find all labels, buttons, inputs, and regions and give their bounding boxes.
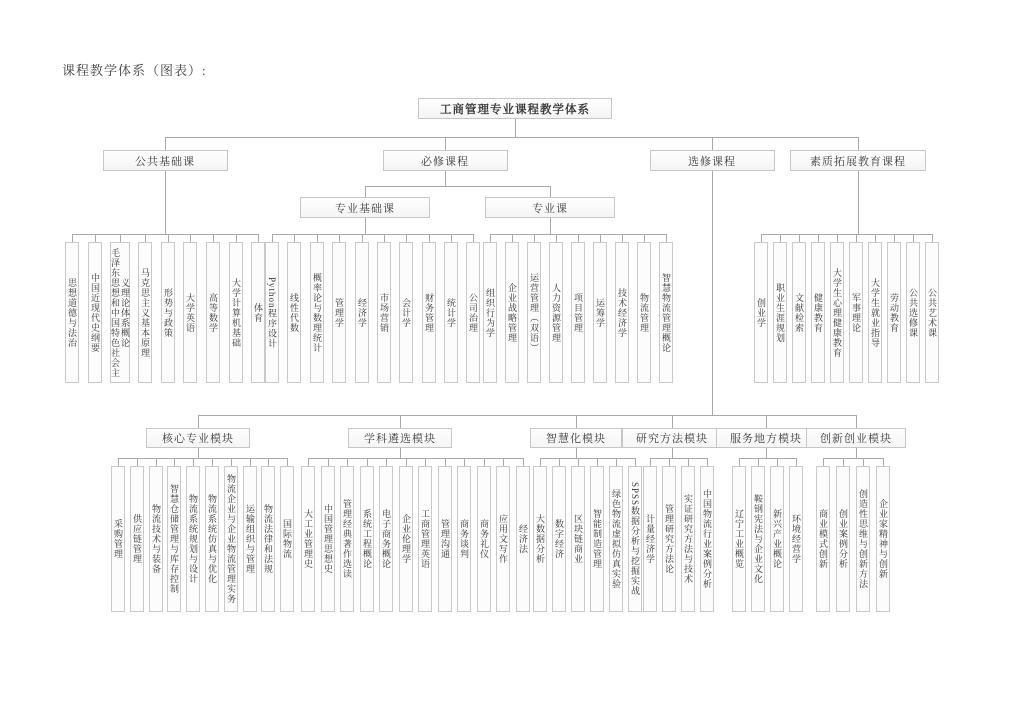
connector-line	[386, 458, 387, 466]
course-label: 劳动教育	[889, 292, 899, 333]
course-label: 经济法	[518, 524, 528, 554]
connector-line	[503, 458, 504, 466]
branch-elective: 选修课程	[650, 150, 775, 171]
connector-line	[72, 234, 258, 235]
course-box	[505, 242, 519, 383]
course-box	[265, 242, 279, 383]
connector-line	[635, 458, 636, 466]
course-box	[830, 242, 844, 383]
course-label: 概率论与数理统计	[312, 272, 322, 353]
connector-line	[578, 458, 579, 466]
course-label: 大学生心理健康教育	[832, 267, 842, 358]
connector-line	[858, 171, 859, 234]
course-label: 大学英语	[185, 292, 195, 333]
module-core: 核心专业模块	[146, 428, 250, 448]
course-label: 形势与政策	[163, 287, 173, 338]
connector-line	[425, 458, 426, 466]
course-box	[186, 466, 200, 612]
connector-line	[400, 448, 401, 458]
course-label: Python程序设计	[267, 276, 277, 349]
course-box	[811, 242, 825, 383]
course-label: 创业案例分析	[838, 509, 848, 569]
course-box	[868, 242, 882, 383]
course-box	[751, 466, 765, 612]
course-box	[88, 242, 102, 383]
course-label: 公共艺术课	[927, 287, 937, 338]
course-label: 国际物流	[282, 519, 292, 559]
course-label: 经济学	[357, 297, 367, 328]
connector-line	[576, 448, 577, 458]
course-box	[399, 242, 413, 383]
course-label: 组织行为学	[485, 287, 495, 338]
course-label: 市场营销	[379, 292, 389, 333]
course-box	[593, 242, 607, 383]
connector-line	[796, 458, 797, 466]
course-label: 公共选修课	[908, 287, 918, 338]
course-box	[206, 242, 220, 383]
course-label: 系统工程概论	[362, 509, 372, 569]
connector-line	[672, 415, 673, 428]
course-label: 环境经营学	[791, 514, 801, 564]
course-label: 供应链管理	[132, 514, 142, 564]
course-box	[438, 466, 452, 612]
connector-line	[258, 234, 259, 242]
connector-line	[294, 234, 295, 242]
course-box	[533, 466, 547, 612]
connector-line	[512, 234, 513, 242]
connector-line	[707, 458, 708, 466]
connector-line	[367, 458, 368, 466]
module-innovation: 创新创业模块	[806, 428, 906, 448]
connector-line	[559, 458, 560, 466]
connector-line	[231, 458, 232, 466]
connector-line	[650, 458, 707, 459]
connector-line	[863, 458, 864, 466]
course-box	[205, 466, 219, 612]
connector-line	[669, 458, 670, 466]
connector-line	[445, 171, 446, 186]
course-box	[138, 242, 152, 383]
course-box	[477, 466, 491, 612]
connector-line	[287, 458, 288, 466]
course-label: 物流企业与企业物流管理实务	[226, 474, 236, 604]
course-label: 中国近现代史纲要	[90, 272, 100, 353]
connector-line	[137, 458, 138, 466]
connector-line	[473, 234, 474, 242]
course-box	[65, 242, 79, 383]
course-label: 线性代数	[289, 292, 299, 333]
course-label: 文献检索	[794, 292, 804, 333]
course-label: 毛泽东思想和中国特色社会主义理论体系概论	[110, 247, 130, 378]
course-label: 物流系统规划与设计	[188, 494, 198, 584]
connector-line	[666, 234, 667, 242]
course-box	[377, 242, 391, 383]
connector-line	[118, 458, 119, 466]
course-box	[418, 466, 432, 612]
connector-line	[556, 234, 557, 242]
module-research: 研究方法模块	[622, 428, 722, 448]
course-box	[789, 466, 803, 612]
course-box	[161, 242, 175, 383]
course-box	[110, 242, 130, 383]
connector-line	[540, 458, 541, 466]
course-box	[399, 466, 413, 612]
connector-line	[712, 137, 713, 150]
connector-line	[622, 234, 623, 242]
connector-line	[145, 234, 146, 242]
connector-line	[550, 186, 551, 197]
connector-line	[406, 234, 407, 242]
connector-line	[272, 234, 273, 242]
course-label: 商务谈判	[459, 519, 469, 559]
connector-line	[616, 458, 617, 466]
course-label: 物流管理	[639, 292, 649, 333]
connector-line	[515, 119, 516, 137]
branch-major: 专业课	[485, 197, 615, 218]
connector-line	[118, 458, 287, 459]
course-box	[552, 466, 566, 612]
connector-line	[894, 234, 895, 242]
course-label: 智慧仓储管理与库存控制	[169, 484, 179, 594]
connector-line	[523, 458, 524, 466]
connector-line	[347, 458, 348, 466]
connector-line	[823, 458, 824, 466]
course-label: 统计学	[446, 297, 456, 328]
course-label: 企业伦理学	[401, 514, 411, 564]
course-label: 高等数学	[208, 292, 218, 333]
course-label: 管理学	[334, 297, 344, 328]
course-label: 计量经济学	[645, 514, 655, 564]
connector-line	[365, 218, 366, 234]
course-box	[183, 242, 197, 383]
connector-line	[365, 186, 366, 197]
course-label: 思想道德与法治	[67, 277, 77, 348]
connector-line	[578, 234, 579, 242]
connector-line	[384, 234, 385, 242]
course-box	[130, 466, 144, 612]
course-box	[301, 466, 315, 612]
connector-line	[799, 234, 800, 242]
connector-line	[777, 458, 778, 466]
connector-line	[913, 234, 914, 242]
connector-line	[451, 234, 452, 242]
course-box	[379, 466, 393, 612]
connector-line	[650, 458, 651, 466]
course-box	[906, 242, 920, 383]
course-box	[849, 242, 863, 383]
connector-line	[464, 458, 465, 466]
course-box	[422, 242, 436, 383]
connector-line	[534, 234, 535, 242]
connector-line	[818, 234, 819, 242]
course-label: 创造性思维与创新方法	[858, 489, 868, 589]
connector-line	[856, 234, 857, 242]
module-smart: 智慧化模块	[530, 428, 622, 448]
course-label: 中国管理思想史	[323, 504, 333, 574]
connector-line	[445, 137, 446, 150]
connector-line	[156, 458, 157, 466]
course-box	[457, 466, 471, 612]
course-box	[571, 466, 585, 612]
connector-line	[198, 415, 199, 428]
connector-line	[174, 458, 175, 466]
connector-line	[190, 234, 191, 242]
course-box	[637, 242, 651, 383]
course-label: 体育	[253, 302, 263, 323]
connector-line	[761, 234, 932, 235]
course-label: 鞍钢宪法与企业文化	[753, 494, 763, 584]
connector-line	[550, 218, 551, 234]
connector-line	[236, 234, 237, 242]
course-box	[571, 242, 585, 383]
course-box	[700, 466, 714, 612]
course-label: 管理沟通	[440, 519, 450, 559]
connector-line	[688, 458, 689, 466]
connector-line	[932, 234, 933, 242]
course-label: 工商管理英语	[420, 509, 430, 569]
course-box	[615, 242, 629, 383]
connector-line	[875, 234, 876, 242]
connector-line	[858, 137, 859, 150]
course-box	[681, 466, 695, 612]
connector-line	[339, 234, 340, 242]
connector-line	[193, 458, 194, 466]
connector-line	[739, 458, 796, 459]
course-box	[662, 466, 676, 612]
connector-line	[837, 234, 838, 242]
course-label: 运输组织与管理	[245, 504, 255, 574]
course-box	[887, 242, 901, 383]
course-label: 公司治理	[468, 292, 478, 333]
course-label: 技术经济学	[617, 287, 627, 338]
connector-line	[120, 234, 121, 242]
course-box	[332, 242, 346, 383]
connector-line	[308, 458, 309, 466]
course-label: 人力资源管理	[551, 282, 561, 343]
course-box	[360, 466, 374, 612]
course-box	[251, 242, 265, 383]
connector-line	[856, 448, 857, 458]
course-label: 企业家精神与创新	[878, 499, 888, 579]
course-box	[149, 466, 163, 612]
branch-major-basic: 专业基础课	[300, 197, 430, 218]
course-label: 财务管理	[424, 292, 434, 333]
course-box	[876, 466, 890, 612]
course-box	[609, 466, 623, 612]
connector-line	[766, 448, 767, 458]
course-box	[340, 466, 354, 612]
course-box	[549, 242, 563, 383]
course-box	[355, 242, 369, 383]
course-label: 中国物流行业案例分析	[702, 489, 712, 589]
course-label: 物流法律和法规	[263, 504, 273, 574]
connector-line	[328, 458, 329, 466]
course-label: 数字经济	[554, 519, 564, 559]
course-label: SPSS数据分析与挖掘实战	[630, 481, 640, 597]
connector-line	[198, 415, 856, 416]
connector-line	[600, 234, 601, 242]
course-box	[287, 242, 301, 383]
connector-line	[739, 458, 740, 466]
connector-line	[165, 137, 166, 150]
course-box	[280, 466, 294, 612]
course-box	[643, 466, 657, 612]
course-label: 大学计算机基础	[231, 277, 241, 348]
course-box	[167, 466, 181, 612]
course-box	[310, 242, 324, 383]
course-label: 企业战略管理	[507, 282, 517, 343]
course-label: 新兴产业概论	[772, 509, 782, 569]
course-box	[516, 466, 530, 612]
course-label: 运营管理（双语）	[529, 272, 539, 353]
connector-line	[362, 234, 363, 242]
course-label: 物流系统仿真与优化	[207, 494, 217, 584]
connector-line	[761, 234, 762, 242]
connector-line	[400, 415, 401, 428]
course-label: 区块链商业	[573, 514, 583, 564]
course-box	[770, 466, 784, 612]
course-label: 电子商务概论	[381, 509, 391, 569]
connector-line	[883, 458, 884, 466]
course-label: 健康教育	[813, 292, 823, 333]
course-label: 商务礼仪	[479, 519, 489, 559]
connector-line	[272, 234, 473, 235]
course-box	[444, 242, 458, 383]
course-box	[496, 466, 510, 612]
connector-line	[576, 415, 577, 428]
connector-line	[490, 234, 491, 242]
connector-line	[198, 448, 199, 458]
branch-required: 必修课程	[383, 150, 508, 171]
course-box	[792, 242, 806, 383]
connector-line	[165, 171, 166, 234]
connector-line	[212, 458, 213, 466]
course-box	[628, 466, 642, 612]
connector-line	[168, 234, 169, 242]
course-box	[261, 466, 275, 612]
course-label: 创业学	[756, 297, 766, 328]
connector-line	[72, 234, 73, 242]
course-label: 绿色物流虚拟仿真实验	[611, 489, 621, 589]
course-label: 商业模式创新	[818, 509, 828, 569]
module-discipline: 学科遴选模块	[348, 428, 452, 448]
course-box	[483, 242, 497, 383]
course-box	[229, 242, 243, 383]
course-label: 大学生就业指导	[870, 277, 880, 348]
connector-line	[758, 458, 759, 466]
connector-line	[712, 171, 713, 415]
connector-line	[406, 458, 407, 466]
connector-line	[165, 137, 858, 138]
connector-line	[823, 458, 883, 459]
course-label: 大工业管理史	[303, 509, 313, 569]
course-label: 会计学	[401, 297, 411, 328]
course-label: 实证研究方法与技术	[683, 494, 693, 584]
course-box	[321, 466, 335, 612]
course-box	[856, 466, 870, 612]
connector-line	[843, 458, 844, 466]
connector-line	[268, 458, 269, 466]
course-box	[111, 466, 125, 612]
connector-line	[856, 415, 857, 428]
course-label: 职业生涯规划	[775, 282, 785, 343]
course-label: 辽宁工业概览	[734, 509, 744, 569]
course-box	[732, 466, 746, 612]
connector-line	[317, 234, 318, 242]
connector-line	[540, 458, 635, 459]
root-node: 工商管理专业课程教学体系	[418, 98, 612, 119]
course-box	[527, 242, 541, 383]
course-label: 运筹学	[595, 297, 605, 328]
course-label: 项目管理	[573, 292, 583, 333]
course-label: 物流技术与装备	[151, 504, 161, 574]
course-label: 管理研究方法论	[664, 504, 674, 574]
branch-quality: 素质拓展教育课程	[790, 150, 926, 171]
connector-line	[213, 234, 214, 242]
connector-line	[445, 458, 446, 466]
connector-line	[672, 448, 673, 458]
connector-line	[429, 234, 430, 242]
connector-line	[484, 458, 485, 466]
page-title: 课程教学体系（图表）:	[62, 63, 207, 78]
connector-line	[597, 458, 598, 466]
module-local: 服务地方模块	[716, 428, 816, 448]
course-label: 大数据分析	[535, 514, 545, 564]
branch-public-basic: 公共基础课	[103, 150, 228, 171]
course-box	[466, 242, 480, 383]
connector-line	[95, 234, 96, 242]
course-label: 军事理论	[851, 292, 861, 333]
connector-line	[780, 234, 781, 242]
course-box	[816, 466, 830, 612]
course-box	[224, 466, 238, 612]
course-label: 智慧物流管理概论	[661, 272, 671, 353]
course-box	[773, 242, 787, 383]
course-box	[659, 242, 673, 383]
connector-line	[766, 415, 767, 428]
course-label: 马克思主义基本原理	[140, 267, 150, 358]
course-label: 应用文写作	[498, 514, 508, 564]
course-box	[754, 242, 768, 383]
connector-line	[365, 186, 550, 187]
course-box	[590, 466, 604, 612]
course-label: 采购管理	[113, 519, 123, 559]
course-box	[243, 466, 257, 612]
connector-line	[644, 234, 645, 242]
course-label: 智能制造管理	[592, 509, 602, 569]
connector-line	[250, 458, 251, 466]
course-box	[836, 466, 850, 612]
connector-line	[308, 458, 523, 459]
course-label: 管理经典著作选读	[342, 499, 352, 579]
course-box	[925, 242, 939, 383]
